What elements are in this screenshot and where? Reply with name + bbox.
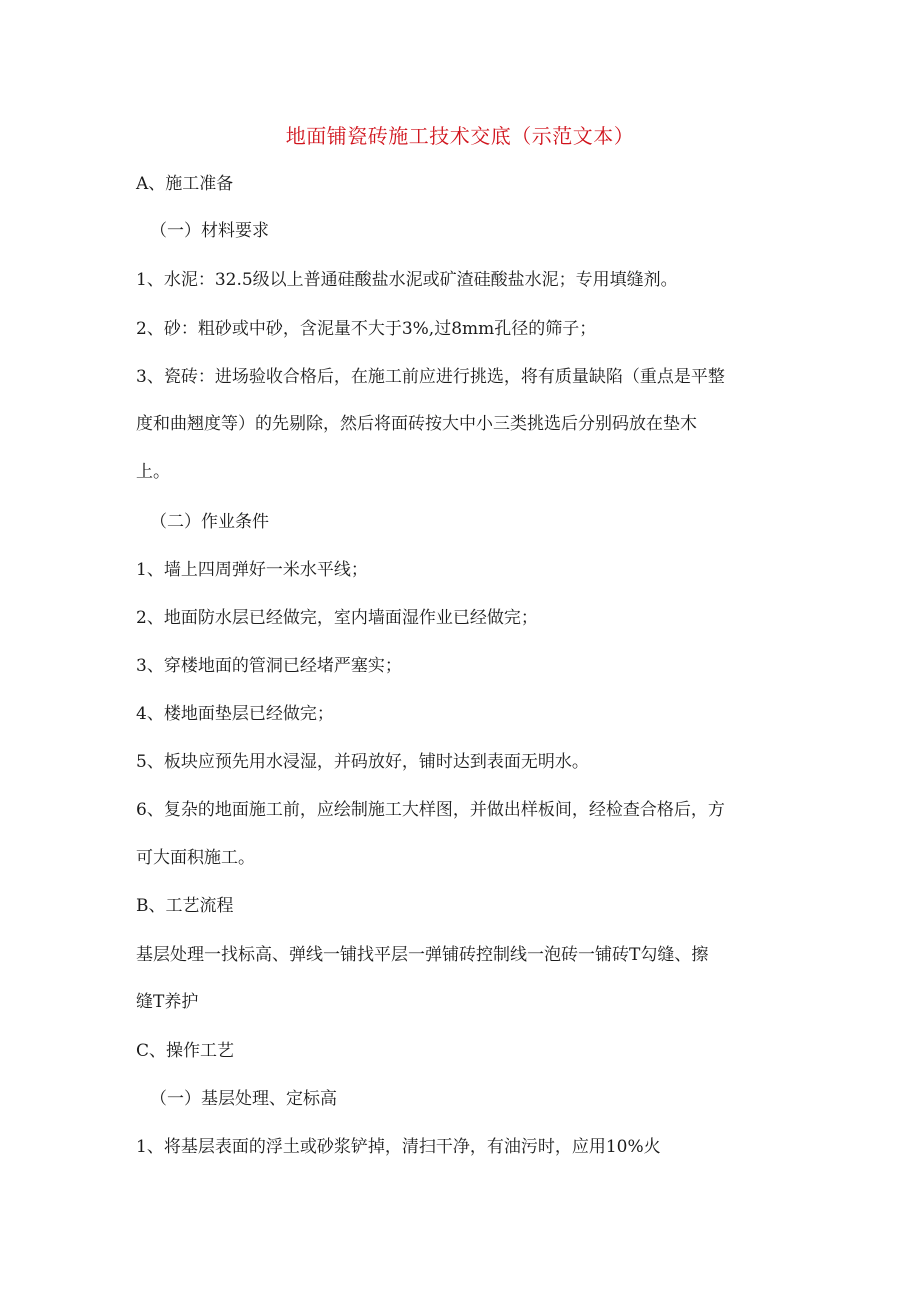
subsection-heading: （二）作业条件	[150, 512, 269, 532]
paragraph-line: 4、楼地面垫层已经做完；	[136, 704, 334, 724]
section-heading: A、施工准备	[136, 174, 234, 194]
paragraph-line: 可大面积施工。	[136, 848, 255, 868]
document-title: 地面铺瓷砖施工技术交底（示范文本）	[285, 124, 635, 148]
paragraph-line: 1、墙上四周弹好一米水平线；	[136, 560, 368, 580]
subsection-heading: （一）材料要求	[150, 221, 269, 241]
subsection-heading: （一）基层处理、定标高	[150, 1089, 337, 1109]
paragraph-line: 2、地面防水层已经做完，室内墙面湿作业已经做完；	[136, 608, 538, 628]
paragraph-line: 基层处理一找标高、弹线一铺找平层一弹铺砖控制线一泡砖一铺砖T勾缝、擦	[136, 945, 709, 965]
paragraph-line: 1、将基层表面的浮土或砂浆铲掉，清扫干净，有油污时，应用10%火	[136, 1137, 661, 1157]
paragraph-line: 度和曲翘度等）的先剔除，然后将面砖按大中小三类挑选后分别码放在垫木	[136, 414, 697, 434]
paragraph-line: 2、砂：粗砂或中砂，含泥量不大于3%,过8mm孔径的筛子；	[136, 319, 597, 339]
paragraph-line: 1、水泥：32.5级以上普通硅酸盐水泥或矿渣硅酸盐水泥；专用填缝剂。	[136, 270, 678, 290]
paragraph-line: 3、瓷砖：进场验收合格后，在施工前应进行挑选，将有质量缺陷（重点是平整	[136, 367, 725, 387]
paragraph-line: 缝T养护	[136, 992, 199, 1012]
paragraph-line: 3、穿楼地面的管洞已经堵严塞实；	[136, 656, 402, 676]
paragraph-line: 6、复杂的地面施工前，应绘制施工大样图，并做出样板间，经检查合格后，方	[136, 800, 725, 820]
section-heading: B、工艺流程	[136, 896, 234, 916]
paragraph-line: 5、板块应预先用水浸湿，并码放好，铺时达到表面无明水。	[136, 752, 589, 772]
paragraph-line: 上。	[136, 462, 170, 482]
section-heading: C、操作工艺	[136, 1041, 235, 1061]
